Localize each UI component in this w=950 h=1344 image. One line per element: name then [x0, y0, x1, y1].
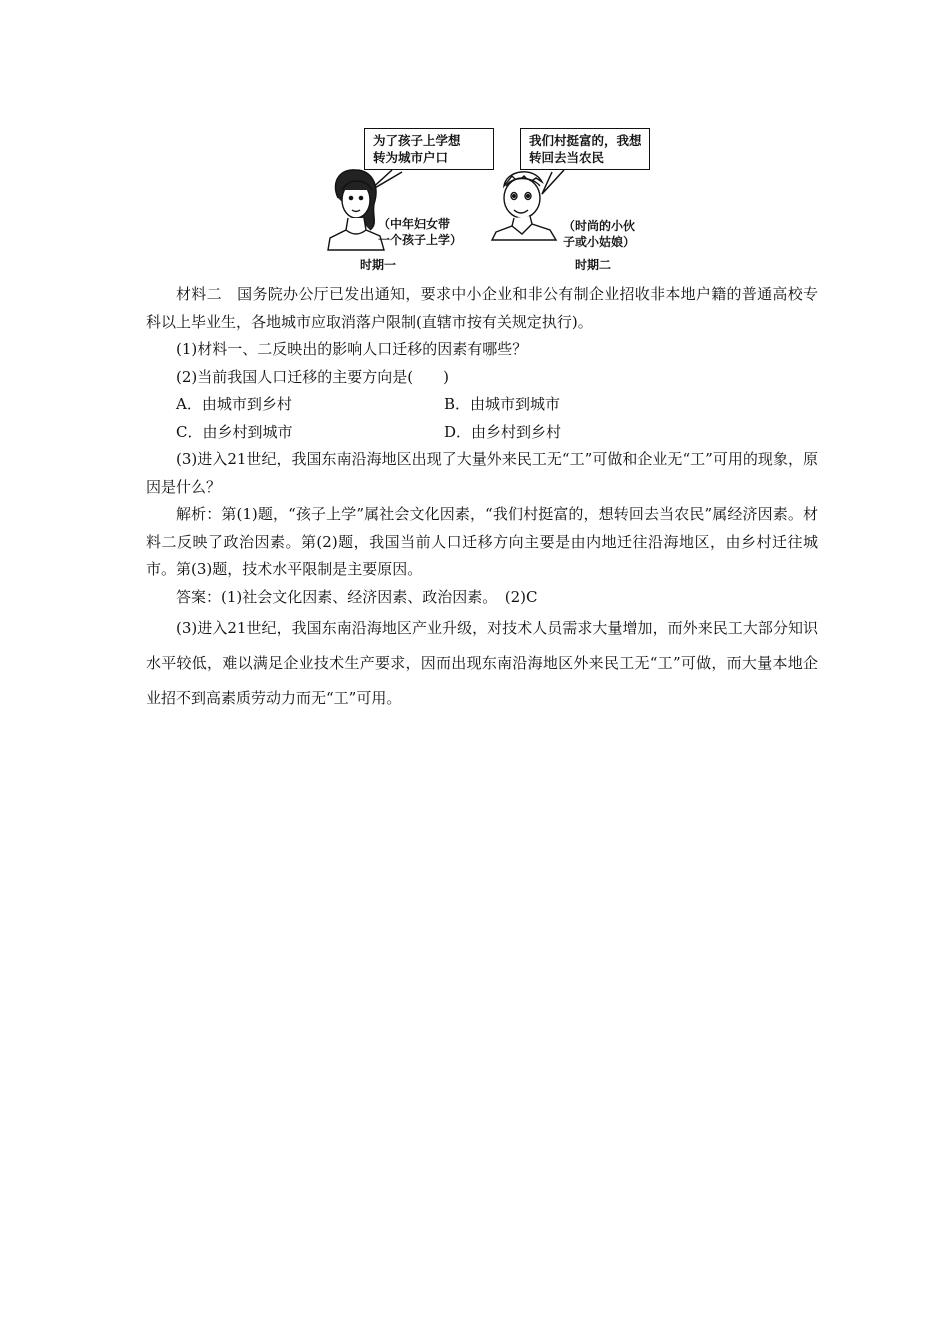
question-two: (2)当前我国人口迁移的主要方向是( ): [176, 367, 449, 386]
options-row: [146, 391, 818, 419]
woman-illustration: [328, 170, 384, 250]
option-a: A．由城市到乡村: [176, 395, 292, 413]
caption-left-line: 一个孩子上学）: [378, 233, 463, 247]
speech-tail-right: [542, 170, 564, 194]
caption-left: [378, 216, 462, 248]
speech-bubble-right: [520, 128, 650, 170]
speech-bubble-left: [364, 128, 494, 170]
caption-right-line: （时尚的小伙: [563, 219, 636, 233]
young-man-illustration: [492, 172, 556, 240]
period-label-two: 时期二: [575, 258, 612, 272]
period-label-one: 时期一: [360, 258, 397, 272]
material-two-paragraph: 材料二 国务院办公厅已发出通知，要求中小企业和非公有制企业招收非本地户籍的普通高校专科以上毕业生，各地城市应取消落户限制(直辖市按有关规定执行)。: [146, 285, 818, 331]
bubble-left-line: 为了孩子上学想: [373, 133, 461, 148]
caption-left-line: （中年妇女带: [378, 217, 451, 231]
analysis-paragraph: 解析：第(1)题，“孩子上学”属社会文化因素，“我们村挺富的，想转回去当农民”属经济因素。材料二反映了政治因素。第(2)题，我国当前人口迁移方向主要是由内地迁往沿海地区，由乡村迁往城市。第(3)题，技术水平限制是主要原因。: [146, 505, 818, 578]
answer-three-paragraph: (3)进入21世纪，我国东南沿海地区产业升级，对技术人员需求大量增加，而外来民工大部分知识水平较低，难以满足企业技术生产要求，因而出现东南沿海地区外来民工无“工”可做，而大量本地企业招不到高素质劳动力而无“工”可用。: [146, 619, 818, 707]
bubble-left-line: 转为城市户口: [373, 150, 449, 165]
material1-figure: [320, 120, 660, 280]
caption-right: [563, 218, 635, 250]
option-d: D．由乡村到乡村: [444, 422, 562, 441]
bubble-right-line: 转回去当农民: [529, 150, 605, 165]
option-b: B．由城市到城市: [444, 395, 561, 413]
question-one: (1)材料一、二反映出的影响人口迁移的因素有哪些？: [176, 340, 528, 358]
caption-right-line: 子或小姑娘）: [563, 235, 636, 249]
options-row: [146, 419, 818, 447]
option-c: C．由乡村到城市: [176, 422, 293, 441]
question-body: [146, 281, 818, 716]
answer-line: 答案：(1)社会文化因素、经济因素、政治因素。 (2)C: [176, 587, 538, 606]
bubble-right-line: 我们村挺富的，我想: [529, 133, 642, 148]
question-three: (3)进入21世纪，我国东南沿海地区出现了大量外来民工无“工”可做和企业无“工”可用的现象，原因是什么？: [146, 450, 818, 496]
